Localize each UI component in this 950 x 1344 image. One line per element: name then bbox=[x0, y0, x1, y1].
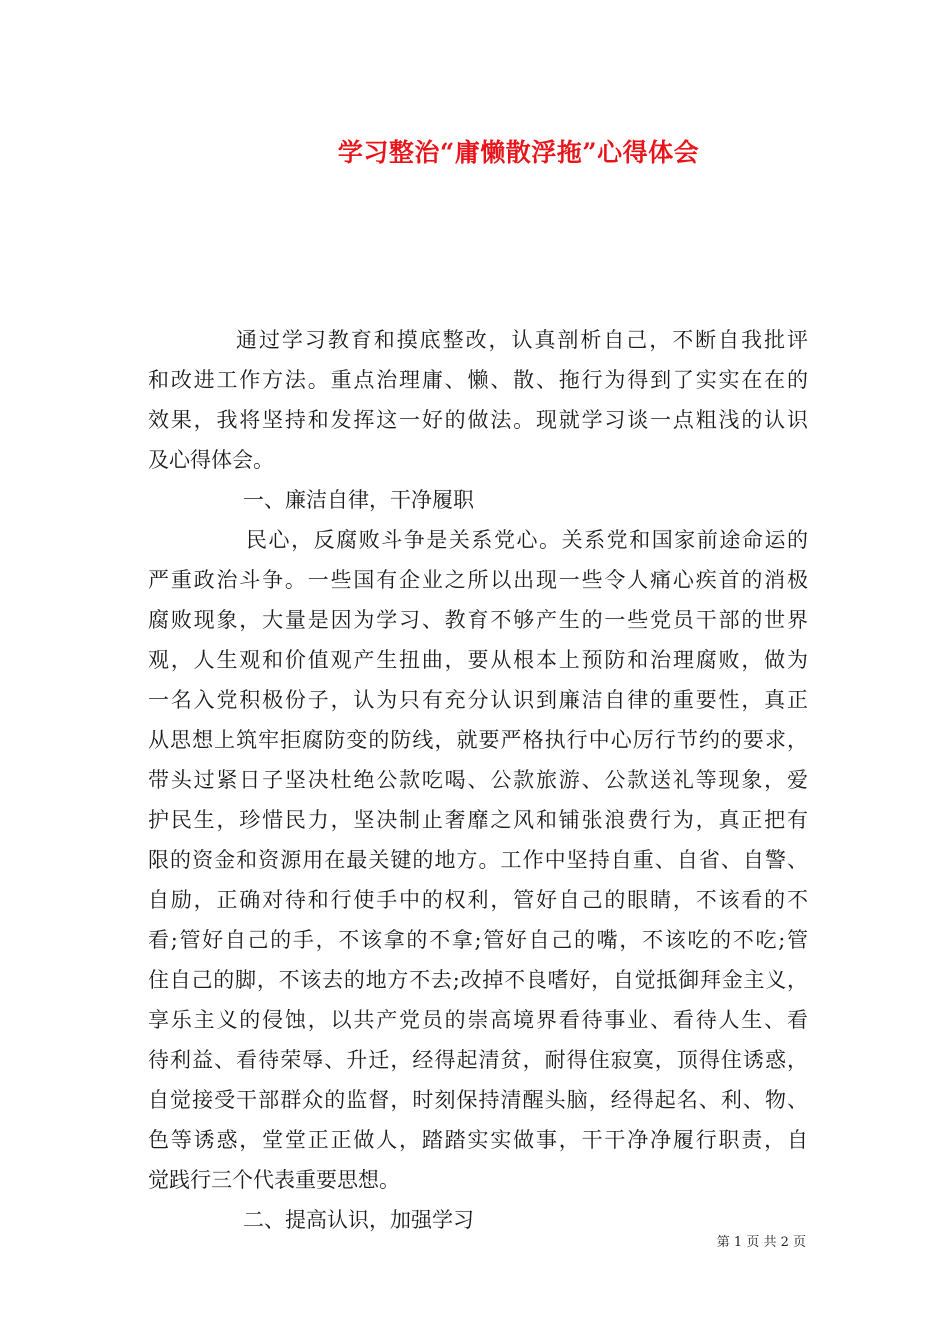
section1-line: 腐败现象，大量是因为学习、教育不够产生的一些党员干部的世界 bbox=[148, 608, 808, 632]
section1-line: 自励，正确对待和行使手中的权利，管好自己的眼睛，不该看的不 bbox=[148, 888, 808, 912]
intro-line: 和改进工作方法。重点治理庸、懒、散、拖行为得到了实实在在的 bbox=[148, 368, 808, 392]
section1-line: 待利益、看待荣辱、升迁，经得起清贫，耐得住寂寞，顶得住诱惑， bbox=[148, 1048, 808, 1072]
section1-line: 觉践行三个代表重要思想。 bbox=[148, 1168, 400, 1192]
section1-line: 享乐主义的侵蚀，以共产党员的崇高境界看待事业、看待人生、看 bbox=[148, 1008, 808, 1032]
section1-line: 从思想上筑牢拒腐防变的防线，就要严格执行中心厉行节约的要求， bbox=[148, 728, 808, 752]
section1-line: 色等诱惑，堂堂正正做人，踏踏实实做事，干干净净履行职责，自 bbox=[148, 1128, 808, 1152]
document-body bbox=[148, 320, 808, 1240]
section1-line: 护民生，珍惜民力，坚决制止奢靡之风和铺张浪费行为，真正把有 bbox=[148, 808, 808, 832]
section1-line: 观，人生观和价值观产生扭曲，要从根本上预防和治理腐败，做为 bbox=[148, 648, 808, 672]
section1-line: 住自己的脚，不该去的地方不去;改掉不良嗜好，自觉抵御拜金主义， bbox=[148, 968, 808, 992]
section1-line: 民心，反腐败斗争是关系党心。关系党和国家前途命运的 bbox=[246, 528, 808, 552]
section-heading-2: 二、提高认识，加强学习 bbox=[243, 1208, 474, 1232]
section1-line: 限的资金和资源用在最关键的地方。工作中坚持自重、自省、自警、 bbox=[148, 848, 808, 872]
section1-line: 看;管好自己的手，不该拿的不拿;管好自己的嘴，不该吃的不吃;管 bbox=[148, 928, 808, 952]
intro-line: 及心得体会。 bbox=[148, 448, 274, 472]
section1-line: 一名入党积极份子，认为只有充分认识到廉洁自律的重要性，真正 bbox=[148, 688, 808, 712]
section-heading-1: 一、廉洁自律，干净履职 bbox=[243, 488, 474, 512]
intro-line: 效果，我将坚持和发挥这一好的做法。现就学习谈一点粗浅的认识 bbox=[148, 408, 808, 432]
section1-line: 严重政治斗争。一些国有企业之所以出现一些令人痛心疾首的消极 bbox=[148, 568, 808, 592]
intro-line: 通过学习教育和摸底整改，认真剖析自己，不断自我批评 bbox=[236, 328, 808, 352]
document-title: 学习整治“庸懒散浮拖”心得体会 bbox=[337, 138, 700, 167]
section1-line: 自觉接受干部群众的监督，时刻保持清醒头脑，经得起名、利、物、 bbox=[148, 1088, 808, 1112]
section1-line: 带头过紧日子坚决杜绝公款吃喝、公款旅游、公款送礼等现象，爱 bbox=[148, 768, 808, 792]
page-number: 第 1 页 共 2 页 bbox=[716, 1235, 806, 1250]
